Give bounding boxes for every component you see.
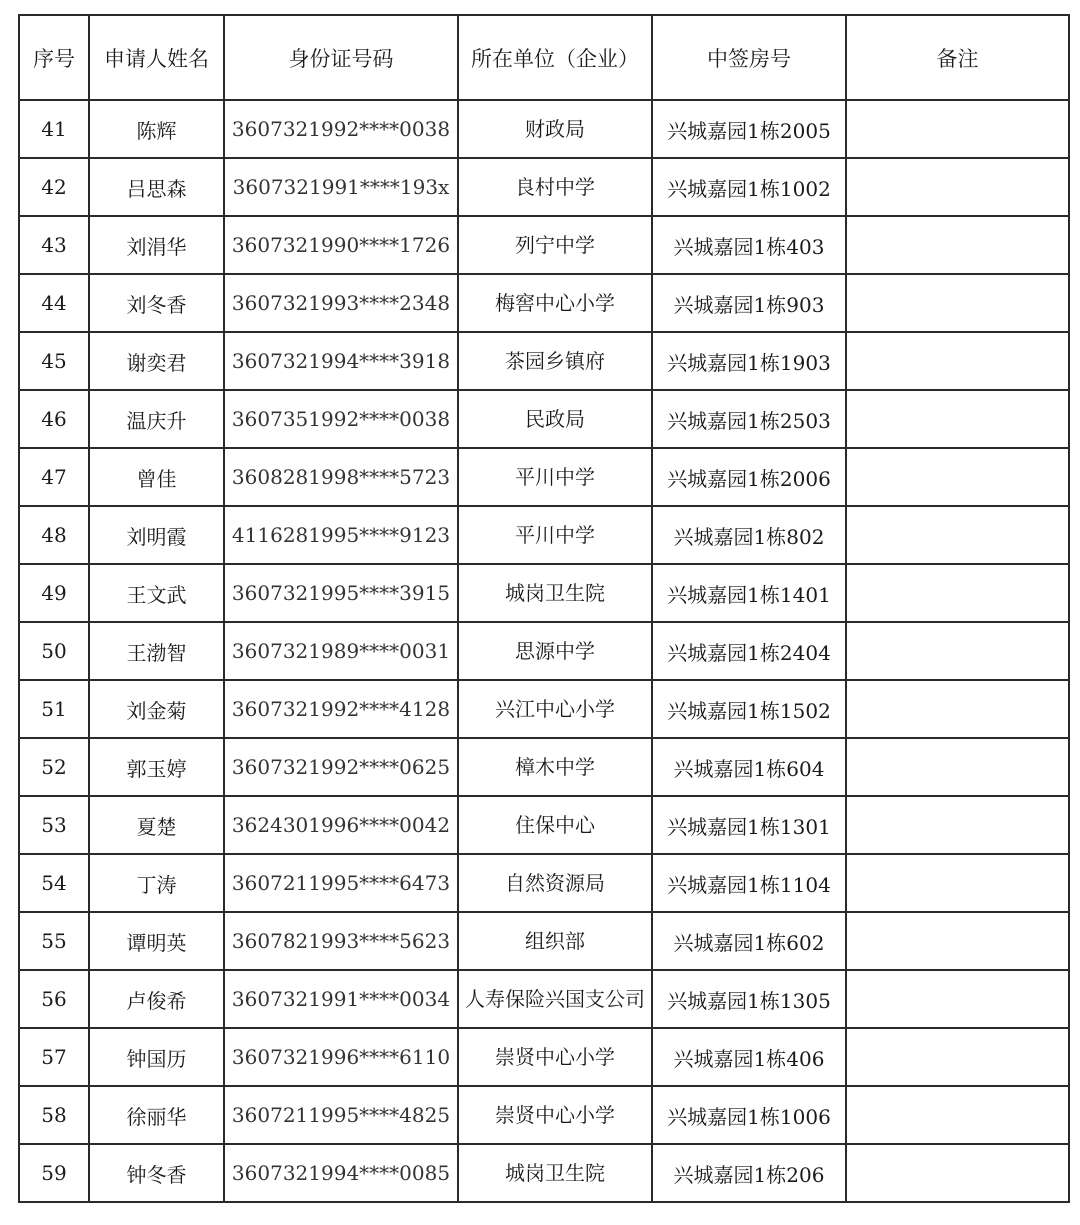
cell-room: 兴城嘉园1栋1903 bbox=[652, 332, 846, 390]
cell-unit: 列宁中学 bbox=[458, 216, 652, 274]
cell-unit: 茶园乡镇府 bbox=[458, 332, 652, 390]
table-header-row bbox=[19, 15, 1069, 100]
cell-room: 兴城嘉园1栋903 bbox=[652, 274, 846, 332]
table-row bbox=[19, 796, 1069, 854]
cell-name: 王文武 bbox=[89, 564, 224, 622]
cell-seq: 41 bbox=[19, 100, 89, 158]
cell-unit: 自然资源局 bbox=[458, 854, 652, 912]
table-row bbox=[19, 854, 1069, 912]
cell-note bbox=[846, 1028, 1069, 1086]
cell-id: 3607321991****193x bbox=[224, 158, 458, 216]
table-row bbox=[19, 622, 1069, 680]
cell-room: 兴城嘉园1栋1104 bbox=[652, 854, 846, 912]
cell-name: 谭明英 bbox=[89, 912, 224, 970]
cell-seq: 51 bbox=[19, 680, 89, 738]
cell-name: 郭玉婷 bbox=[89, 738, 224, 796]
cell-unit: 兴江中心小学 bbox=[458, 680, 652, 738]
cell-room: 兴城嘉园1栋206 bbox=[652, 1144, 846, 1202]
cell-name: 曾佳 bbox=[89, 448, 224, 506]
cell-note bbox=[846, 796, 1069, 854]
cell-room: 兴城嘉园1栋602 bbox=[652, 912, 846, 970]
table-row bbox=[19, 912, 1069, 970]
cell-name: 丁涛 bbox=[89, 854, 224, 912]
cell-seq: 49 bbox=[19, 564, 89, 622]
cell-room: 兴城嘉园1栋2404 bbox=[652, 622, 846, 680]
cell-unit: 樟木中学 bbox=[458, 738, 652, 796]
cell-seq: 42 bbox=[19, 158, 89, 216]
cell-unit: 思源中学 bbox=[458, 622, 652, 680]
cell-seq: 53 bbox=[19, 796, 89, 854]
cell-unit: 崇贤中心小学 bbox=[458, 1028, 652, 1086]
cell-id: 3607321992****0038 bbox=[224, 100, 458, 158]
table-row bbox=[19, 100, 1069, 158]
cell-unit: 民政局 bbox=[458, 390, 652, 448]
cell-unit: 住保中心 bbox=[458, 796, 652, 854]
cell-room: 兴城嘉园1栋406 bbox=[652, 1028, 846, 1086]
cell-seq: 43 bbox=[19, 216, 89, 274]
table-row bbox=[19, 332, 1069, 390]
cell-name: 谢奕君 bbox=[89, 332, 224, 390]
header-applicant-name: 申请人姓名 bbox=[89, 15, 224, 100]
cell-id: 3607321989****0031 bbox=[224, 622, 458, 680]
cell-name: 刘明霞 bbox=[89, 506, 224, 564]
cell-id: 3607321992****0625 bbox=[224, 738, 458, 796]
cell-id: 3624301996****0042 bbox=[224, 796, 458, 854]
cell-note bbox=[846, 970, 1069, 1028]
header-work-unit: 所在单位（企业） bbox=[458, 15, 652, 100]
cell-id: 3607321995****3915 bbox=[224, 564, 458, 622]
cell-id: 3607321991****0034 bbox=[224, 970, 458, 1028]
cell-note bbox=[846, 738, 1069, 796]
cell-seq: 58 bbox=[19, 1086, 89, 1144]
table-row bbox=[19, 158, 1069, 216]
cell-id: 3607351992****0038 bbox=[224, 390, 458, 448]
table-row bbox=[19, 680, 1069, 738]
cell-unit: 城岗卫生院 bbox=[458, 564, 652, 622]
table-row bbox=[19, 738, 1069, 796]
cell-id: 3607321992****4128 bbox=[224, 680, 458, 738]
cell-room: 兴城嘉园1栋1401 bbox=[652, 564, 846, 622]
cell-unit: 城岗卫生院 bbox=[458, 1144, 652, 1202]
cell-seq: 50 bbox=[19, 622, 89, 680]
table-row bbox=[19, 506, 1069, 564]
table-row bbox=[19, 564, 1069, 622]
cell-id: 3608281998****5723 bbox=[224, 448, 458, 506]
cell-note bbox=[846, 564, 1069, 622]
table-row bbox=[19, 274, 1069, 332]
table-row bbox=[19, 1086, 1069, 1144]
cell-room: 兴城嘉园1栋604 bbox=[652, 738, 846, 796]
cell-id: 3607211995****4825 bbox=[224, 1086, 458, 1144]
cell-unit: 人寿保险兴国支公司 bbox=[458, 970, 652, 1028]
cell-note bbox=[846, 390, 1069, 448]
cell-seq: 56 bbox=[19, 970, 89, 1028]
cell-note bbox=[846, 448, 1069, 506]
cell-id: 4116281995****9123 bbox=[224, 506, 458, 564]
cell-name: 钟国历 bbox=[89, 1028, 224, 1086]
table-row bbox=[19, 216, 1069, 274]
cell-room: 兴城嘉园1栋1006 bbox=[652, 1086, 846, 1144]
cell-id: 3607211995****6473 bbox=[224, 854, 458, 912]
cell-seq: 52 bbox=[19, 738, 89, 796]
cell-name: 温庆升 bbox=[89, 390, 224, 448]
cell-room: 兴城嘉园1栋2503 bbox=[652, 390, 846, 448]
cell-room: 兴城嘉园1栋2006 bbox=[652, 448, 846, 506]
cell-name: 刘冬香 bbox=[89, 274, 224, 332]
cell-room: 兴城嘉园1栋403 bbox=[652, 216, 846, 274]
header-note: 备注 bbox=[846, 15, 1069, 100]
cell-unit: 良村中学 bbox=[458, 158, 652, 216]
cell-seq: 55 bbox=[19, 912, 89, 970]
cell-note bbox=[846, 332, 1069, 390]
cell-id: 3607321996****6110 bbox=[224, 1028, 458, 1086]
cell-unit: 组织部 bbox=[458, 912, 652, 970]
cell-seq: 46 bbox=[19, 390, 89, 448]
cell-note bbox=[846, 506, 1069, 564]
cell-room: 兴城嘉园1栋1305 bbox=[652, 970, 846, 1028]
cell-room: 兴城嘉园1栋802 bbox=[652, 506, 846, 564]
cell-seq: 57 bbox=[19, 1028, 89, 1086]
cell-unit: 财政局 bbox=[458, 100, 652, 158]
cell-unit: 崇贤中心小学 bbox=[458, 1086, 652, 1144]
cell-room: 兴城嘉园1栋2005 bbox=[652, 100, 846, 158]
table-row bbox=[19, 448, 1069, 506]
cell-note bbox=[846, 680, 1069, 738]
cell-name: 刘涓华 bbox=[89, 216, 224, 274]
cell-unit: 平川中学 bbox=[458, 448, 652, 506]
cell-room: 兴城嘉园1栋1502 bbox=[652, 680, 846, 738]
cell-note bbox=[846, 216, 1069, 274]
cell-seq: 59 bbox=[19, 1144, 89, 1202]
cell-room: 兴城嘉园1栋1002 bbox=[652, 158, 846, 216]
cell-name: 王渤智 bbox=[89, 622, 224, 680]
cell-note bbox=[846, 1144, 1069, 1202]
allocation-list-sheet bbox=[18, 14, 1070, 1203]
cell-note bbox=[846, 158, 1069, 216]
cell-name: 夏楚 bbox=[89, 796, 224, 854]
cell-id: 3607321994****3918 bbox=[224, 332, 458, 390]
cell-unit: 梅窖中心小学 bbox=[458, 274, 652, 332]
cell-name: 钟冬香 bbox=[89, 1144, 224, 1202]
header-id-number: 身份证号码 bbox=[224, 15, 458, 100]
cell-name: 刘金菊 bbox=[89, 680, 224, 738]
cell-id: 3607821993****5623 bbox=[224, 912, 458, 970]
cell-seq: 45 bbox=[19, 332, 89, 390]
cell-id: 3607321993****2348 bbox=[224, 274, 458, 332]
cell-name: 卢俊希 bbox=[89, 970, 224, 1028]
cell-id: 3607321994****0085 bbox=[224, 1144, 458, 1202]
header-room-number: 中签房号 bbox=[652, 15, 846, 100]
cell-note bbox=[846, 854, 1069, 912]
table-row bbox=[19, 1144, 1069, 1202]
cell-note bbox=[846, 912, 1069, 970]
cell-id: 3607321990****1726 bbox=[224, 216, 458, 274]
table-row bbox=[19, 390, 1069, 448]
cell-seq: 54 bbox=[19, 854, 89, 912]
header-seq: 序号 bbox=[19, 15, 89, 100]
cell-note bbox=[846, 274, 1069, 332]
cell-name: 徐丽华 bbox=[89, 1086, 224, 1144]
table-row bbox=[19, 970, 1069, 1028]
table-row bbox=[19, 1028, 1069, 1086]
cell-room: 兴城嘉园1栋1301 bbox=[652, 796, 846, 854]
cell-seq: 44 bbox=[19, 274, 89, 332]
allocation-table bbox=[18, 14, 1070, 1203]
cell-note bbox=[846, 1086, 1069, 1144]
cell-seq: 47 bbox=[19, 448, 89, 506]
cell-name: 吕思森 bbox=[89, 158, 224, 216]
cell-name: 陈辉 bbox=[89, 100, 224, 158]
cell-seq: 48 bbox=[19, 506, 89, 564]
cell-note bbox=[846, 622, 1069, 680]
cell-unit: 平川中学 bbox=[458, 506, 652, 564]
cell-note bbox=[846, 100, 1069, 158]
